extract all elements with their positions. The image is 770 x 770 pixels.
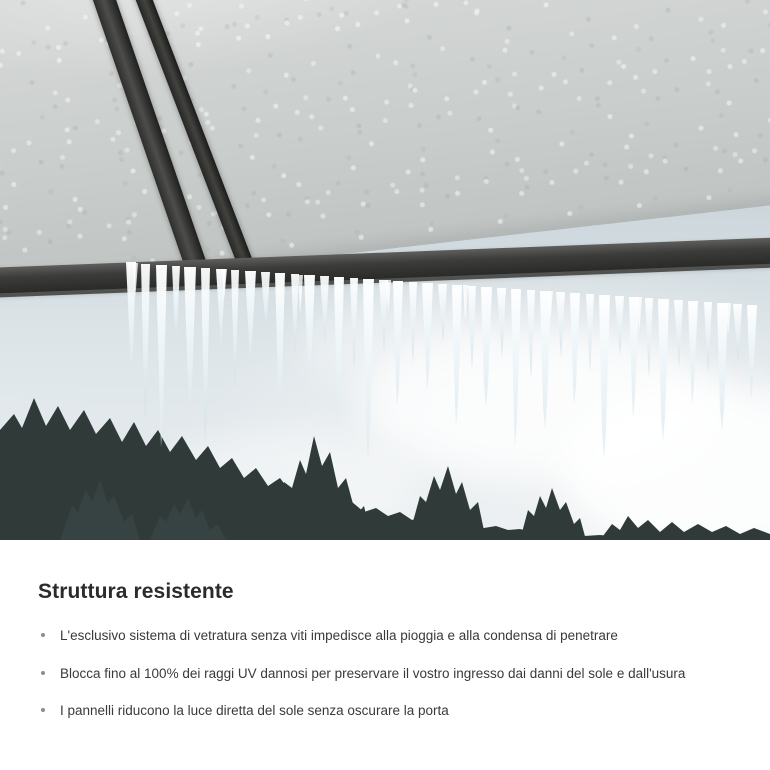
section-heading: Struttura resistente: [38, 580, 234, 603]
list-item: [38, 664, 732, 684]
bullet-dot-icon: [41, 708, 45, 712]
icicle-row: [0, 262, 770, 482]
feature-list: [38, 626, 732, 721]
list-item: [38, 626, 732, 646]
list-item: [38, 701, 732, 721]
bullet-dot-icon: [41, 671, 45, 675]
list-item-text: L'esclusivo sistema di vetratura senza viti impedisce alla pioggia e alla condensa di penetrare: [60, 628, 618, 643]
text-panel: [0, 540, 770, 770]
list-item-text: I pannelli riducono la luce diretta del sole senza oscurare la porta: [60, 703, 449, 719]
list-item-text: Blocca fino al 100% dei raggi UV dannosi per preservare il vostro ingresso dai danni del sole e dall'usura: [60, 665, 686, 681]
bullet-dot-icon: [41, 633, 45, 637]
